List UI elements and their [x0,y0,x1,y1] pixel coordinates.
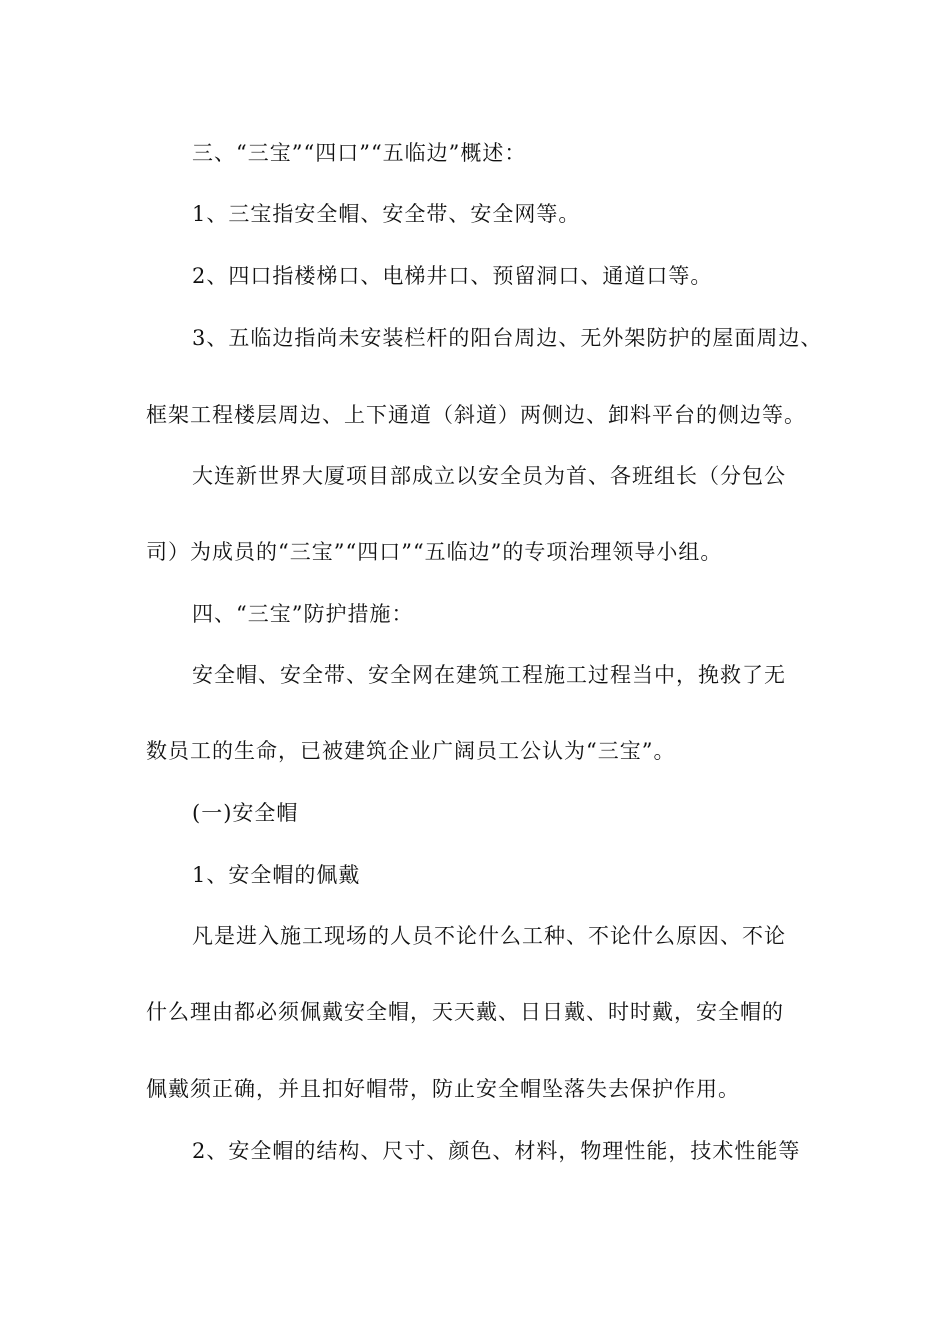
paragraph-line: 司）为成员的“三宝”“四口”“五临边”的专项治理领导小组。 [146,540,723,564]
paragraph-line: 安全帽、安全带、安全网在建筑工程施工过程当中，挽救了无 [192,663,786,687]
section-heading-measures: 四、“三宝”防护措施： [192,602,414,626]
paragraph-line: 什么理由都必须佩戴安全帽，天天戴、日日戴、时时戴，安全帽的 [146,1000,784,1024]
paragraph-line: 凡是进入施工现场的人员不论什么工种、不论什么原因、不论 [192,924,786,948]
paragraph-line: 1、三宝指安全帽、安全带、安全网等。 [192,202,581,226]
paragraph-line: 框架工程楼层周边、上下通道（斜道）两侧边、卸料平台的侧边等。 [146,403,806,427]
paragraph-line: 数员工的生命，已被建筑企业广阔员工公认为“三宝”。 [146,739,676,763]
paragraph-line: 3、五临边指尚未安装栏杆的阳台周边、无外架防护的屋面周边、 [192,326,823,350]
section-heading-overview: 三、“三宝”“四口”“五临边”概述： [192,141,527,165]
subsection-heading-helmet: (一)安全帽 [192,801,299,825]
paragraph-line: 2、安全帽的结构、尺寸、颜色、材料，物理性能，技术性能等 [192,1139,801,1163]
item-heading: 1、安全帽的佩戴 [192,863,361,887]
paragraph-line: 大连新世界大厦项目部成立以安全员为首、各班组长（分包公 [192,464,786,488]
paragraph-line: 佩戴须正确，并且扣好帽带，防止安全帽坠落失去保护作用。 [146,1077,740,1101]
paragraph-line: 2、四口指楼梯口、电梯井口、预留洞口、通道口等。 [192,264,713,288]
